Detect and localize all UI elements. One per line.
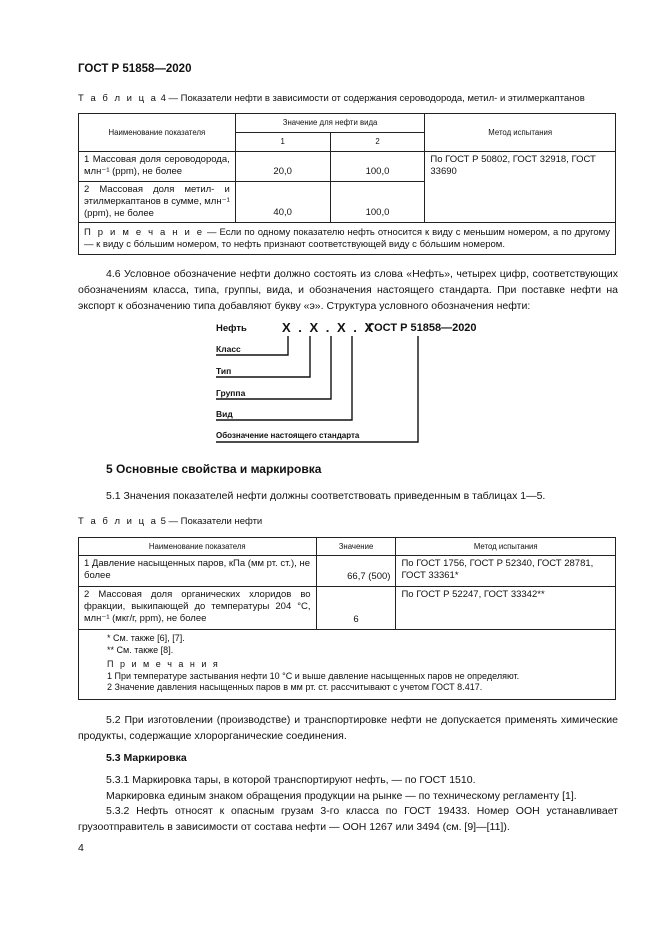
table4-caption-prefix: Т а б л и ц а — [78, 93, 158, 104]
paragraph-4-6: 4.6 Условное обозначение нефти должно состоять из слова «Нефть», четырех цифр, соответствующих обозначениям класса, типа, группы, вида, и обозначения настоящего стандарта. При поставке нефти на экспорт к обозначению типа добавляют букву «э». Структура условного обозначения нефти: — [78, 268, 618, 312]
table4-note-label: П р и м е ч а н и е — [84, 226, 205, 238]
paragraph-5-3-1b: Маркировка единым знаком обращения продукции на рынке — по техническому регламенту [1]. — [106, 790, 577, 802]
page-number: 4 — [78, 842, 84, 854]
table5-note-2: 2 Значение давления насыщенных паров в мм рт. ст. рассчитывают с учетом ГОСТ 8.417. — [107, 682, 483, 692]
table4-row2-name: 2 Массовая доля метил- и этилмеркаптанов в сумме, млн⁻¹ (ppm), не более — [79, 182, 236, 223]
table5-row1-name: 1 Давление насыщенных паров, кПа (мм рт. ст.), не более — [79, 556, 317, 587]
table4-header-method: Метод испытания — [425, 114, 616, 152]
table5-row2-method: По ГОСТ Р 52247, ГОСТ 33342** — [396, 587, 616, 630]
table5-caption-prefix: Т а б л и ц а — [78, 516, 158, 527]
diagram-code: Х . Х . Х . Х — [282, 320, 376, 335]
diagram-line-type — [216, 336, 310, 377]
table5-header-name: Наименование показателя — [79, 538, 317, 556]
table5-row1-value: 66,7 (500) — [316, 556, 396, 587]
table4-header-value-group: Значение для нефти вида — [235, 114, 425, 133]
diagram-label-type: Тип — [216, 366, 232, 376]
table-row — [79, 587, 616, 630]
diagram-label-standard: Обозначение настоящего стандарта — [216, 431, 360, 440]
diagram-line-standard — [216, 336, 418, 442]
table5-header-method: Метод испытания — [396, 538, 616, 556]
section-5-heading: 5 Основные свойства и маркировка — [106, 462, 322, 476]
table5-note-1: 1 При температуре застывания нефти 10 °С и выше давление насыщенных паров не определяют. — [107, 670, 520, 681]
table4-row2-value2: 100,0 — [330, 182, 425, 223]
table4-row1-value1: 20,0 — [235, 152, 330, 182]
table5-row1-method: По ГОСТ 1756, ГОСТ Р 52340, ГОСТ 28781, ГОСТ 33361* — [396, 556, 616, 587]
table5-footnote-1: * См. также [6], [7]. — [107, 633, 185, 643]
diagram-lines — [0, 0, 661, 460]
subheading-5-3: 5.3 Маркировка — [106, 752, 187, 764]
diagram-label-class: Класс — [216, 344, 241, 354]
diagram-line-class — [216, 336, 288, 355]
table5 — [78, 537, 616, 700]
paragraph-5-1: 5.1 Значения показателей нефти должны соответствовать приведенным в таблицах 1—5. — [106, 490, 546, 502]
diagram-label-group: Группа — [216, 388, 246, 398]
table5-row2-name: 2 Массовая доля органических хлоридов во фракции, выкипающей до температуры 204 °С, млн⁻¹ (мкг/г, ppm), не более — [79, 587, 317, 630]
table4-row1-value2: 100,0 — [330, 152, 425, 182]
diagram-word: Нефть — [216, 323, 247, 334]
page-header-title: ГОСТ Р 51858—2020 — [78, 63, 192, 75]
diagram-line-group — [216, 336, 331, 399]
table5-row2-value: 6 — [316, 587, 396, 630]
table4-caption-text: 4 — Показатели нефти в зависимости от содержания сероводорода, метил- и этилмеркаптанов — [160, 93, 585, 104]
diagram-label-kind: Вид — [216, 409, 233, 419]
table5-footnote-2: ** См. также [8]. — [107, 644, 174, 655]
table4-note-text: — Если по одному показателю нефть относится к виду с меньшим номером, а по другому — к виду с бóльшим номером, то нефть признают соответствующей виду с бóльшим номером. — [84, 226, 610, 250]
paragraph-5-2: 5.2 При изготовлении (производстве) и транспортировке нефти не допускается применять химические продукты, содержащие хлорорганические соединения. — [78, 714, 618, 742]
paragraph-5-3-1: 5.3.1 Маркировка тары, в которой транспортируют нефть, — по ГОСТ 1510. — [106, 774, 476, 786]
table-row — [79, 556, 616, 587]
table4-method-cell: По ГОСТ Р 50802, ГОСТ 32918, ГОСТ 33690 — [425, 152, 616, 223]
table4-header-value-1: 1 — [235, 133, 330, 152]
table4-row2-value1: 40,0 — [235, 182, 330, 223]
table5-notes-label: П р и м е ч а н и я — [107, 659, 220, 669]
diagram-standard: ГОСТ Р 51858—2020 — [368, 322, 477, 334]
table4-row1-name: 1 Массовая доля сероводорода, млн⁻¹ (ppm), не более — [79, 152, 236, 182]
table4-header-value-2: 2 — [330, 133, 425, 152]
table5-caption-text: 5 — Показатели нефти — [160, 516, 263, 527]
table5-caption — [78, 516, 262, 528]
table5-notes-cell — [79, 630, 616, 700]
table5-header-value: Значение — [316, 538, 396, 556]
table4-header-name: Наименование показателя — [79, 114, 236, 152]
paragraph-5-3-2: 5.3.2 Нефть относят к опасным грузам 3-го класса по ГОСТ 19433. Номер ООН устанавливает грузоотправитель в зависимости от состава нефти — ООН 1267 или 3494 (см. [9]—[11]). — [78, 805, 618, 833]
